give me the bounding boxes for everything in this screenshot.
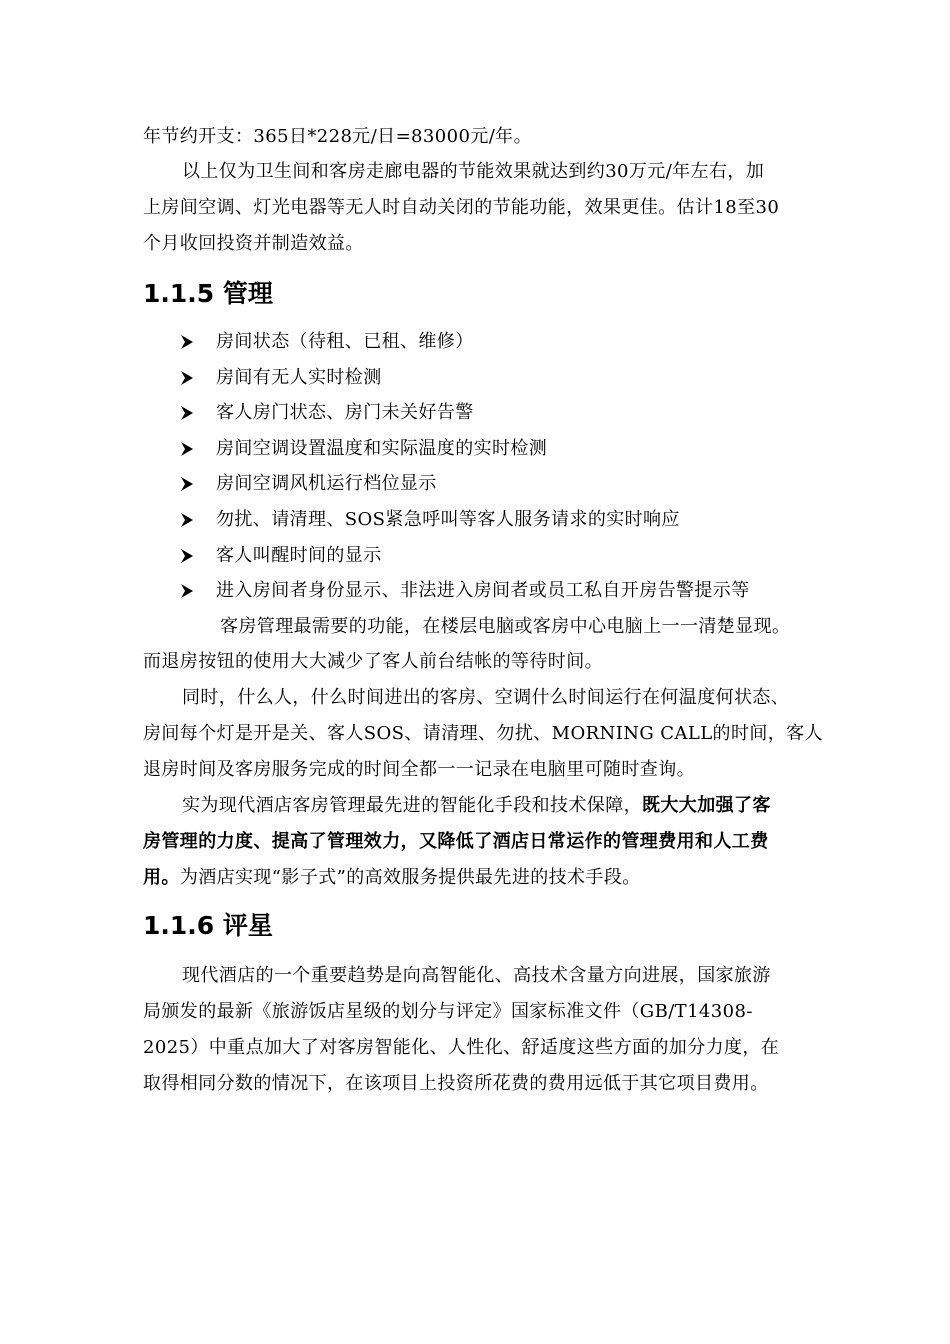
paragraph-line: 而退房按钮的使用大大减少了客人前台结帐的等待时间。 [143, 651, 603, 672]
bullet-text: 勿扰、请清理、SOS紧急呼叫等客人服务请求的实时响应 [216, 509, 680, 530]
arrow-bullet-icon [180, 334, 194, 350]
bullet-text: 房间有无人实时检测 [216, 366, 382, 388]
bullet-text: 进入房间者身份显示、非法进入房间者或员工私自开房告警提示等 [216, 580, 750, 602]
paragraph-line: 局颁发的最新《旅游饭店星级的划分与评定》国家标准文件（GB/T14308- [143, 1001, 753, 1022]
arrow-bullet-icon [180, 512, 194, 528]
paragraph-line: 个月收回投资并制造效益。 [143, 233, 364, 254]
normal-text: 为酒店实现“影子式”的高效服务提供最先进的技术手段。 [179, 867, 641, 888]
paragraph-line: 房间每个灯是开是关、客人SOS、请清理、勿扰、MORNING CALL的时间，客人 [143, 723, 823, 744]
arrow-bullet-icon [180, 583, 194, 599]
bold-text: 既大大加强了客 [642, 795, 771, 816]
paragraph-line: 以上仅为卫生间和客房走廊电器的节能效果就达到约30万元/年左右，加 [182, 161, 765, 182]
section-heading-management: 1.1.5 管理 [143, 279, 273, 308]
bullet-text: 房间空调风机运行档位显示 [216, 473, 437, 495]
paragraph-line [143, 830, 769, 854]
normal-text: 实为现代酒店客房管理最先进的智能化手段和技术保障， [182, 795, 642, 816]
paragraph-line: 客房管理最需要的功能，在楼层电脑或客房中心电脑上一一清楚显现。 [220, 616, 791, 637]
paragraph-line: 2025）中重点加大了对客房智能化、人性化、舒适度这些方面的加分力度，在 [143, 1037, 780, 1058]
bullet-text: 房间状态（待租、已租、维修） [216, 331, 474, 352]
bullet-text: 客人房门状态、房门未关好告警 [216, 402, 474, 424]
paragraph-line [143, 866, 641, 890]
arrow-bullet-icon [180, 476, 194, 492]
paragraph-line: 上房间空调、灯光电器等无人时自动关闭的节能功能，效果更佳。估计18至30 [143, 197, 780, 218]
arrow-bullet-icon [180, 370, 194, 386]
bold-text: 用。 [143, 867, 180, 888]
bold-text: 房管理的力度、提高了管理效力，又降低了酒店日常运作的管理费用和人工费 [143, 831, 769, 852]
paragraph-line: 同时，什么人，什么时间进出的客房、空调什么时间运行在何温度何状态、 [182, 687, 790, 708]
arrow-bullet-icon [180, 405, 194, 421]
paragraph-line [182, 794, 771, 818]
arrow-bullet-icon [180, 441, 194, 457]
bullet-text: 房间空调设置温度和实际温度的实时检测 [216, 437, 548, 459]
bullet-text: 客人叫醒时间的显示 [216, 544, 382, 566]
arrow-bullet-icon [180, 548, 194, 564]
section-heading-star-rating: 1.1.6 评星 [143, 911, 273, 940]
paragraph-line: 退房时间及客房服务完成的时间全都一一记录在电脑里可随时查询。 [143, 759, 695, 780]
paragraph-line: 现代酒店的一个重要趋势是向高智能化、高技术含量方向进展，国家旅游 [182, 965, 771, 986]
paragraph-line: 取得相同分数的情况下，在该项目上投资所花费的费用远低于其它项目费用。 [143, 1073, 769, 1094]
paragraph-line: 年节约开支：365日*228元/日=83000元/年。 [143, 126, 532, 147]
